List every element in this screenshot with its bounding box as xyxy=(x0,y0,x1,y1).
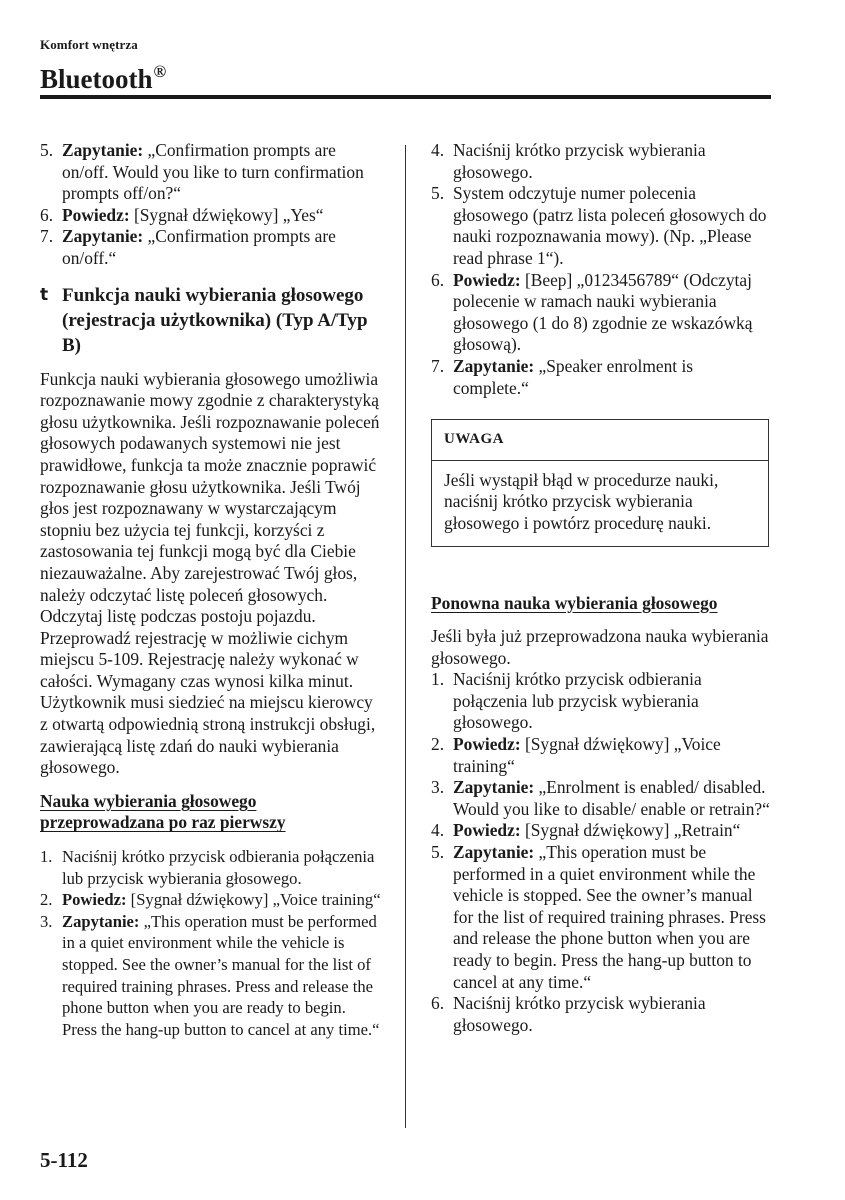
step-text: [Sygnał dźwiękowy] „Retrain“ xyxy=(520,820,741,841)
step-label: Zapytanie: xyxy=(453,842,535,863)
step-number: 5. xyxy=(431,842,445,863)
step-item xyxy=(40,226,382,269)
step-number: 7. xyxy=(431,355,445,376)
intro-paragraph: Funkcja nauki wybierania głosowego umożliwia rozpoznawanie mowy zgodnie z charakterystyką głosu użytkownika. Jeśli rozpoznawanie poleceń głosowych podawanych systemowi nie jest prawidłowe, funkcja ta może znacznie poprawić rozpoznawanie głosu użytkownika. Jeśli Twój głos jest rozpoznawany w wystarczającym stopniu bez użycia tej funkcji, korzyści z zastosowania tej funkcji mogą być dla Ciebie niezauważalne. Aby zarejestrować Twój głos, należy odczytać listę poleceń głosowych. Odczytaj listę podczas postoju pojazdu. Przeprowadź rejestrację w możliwie cichym miejscu 5-109. Rejestrację należy wykonać w całości. Wymagany czas wynosi kilka minut. Użytkownik musi siedzieć na miejscu kierowcy z otwartą odpowiednią stroną instrukcji obsługi, zawierającą listę zdań do nauki wybierania głosowego. xyxy=(40,368,380,778)
section-bullet: t xyxy=(40,284,49,305)
step-item xyxy=(40,205,382,227)
right-column xyxy=(431,140,771,1036)
step-item xyxy=(431,777,771,820)
step-item xyxy=(431,270,771,356)
step-text: [Beep] „0123456789“ (Odczytaj polecenie w ramach nauki wybierania głosowego (1 do 8) zgodnie ze wskazówką głosową). xyxy=(453,269,753,355)
subheading-line: przeprowadzana po raz pierwszy xyxy=(40,812,286,833)
step-text: „Confirmation prompts are on/off.“ xyxy=(62,226,336,268)
step-number: 6. xyxy=(431,993,445,1014)
step-number: 5. xyxy=(431,183,445,204)
steps-list-first-training xyxy=(40,846,382,1040)
first-training-subheading xyxy=(40,791,382,834)
step-item xyxy=(431,820,771,842)
step-number: 6. xyxy=(431,269,445,290)
step-text: Naciśnij krótko przycisk odbierania połączenia lub przycisk wybierania głosowego. xyxy=(62,847,375,888)
step-label: Zapytanie: xyxy=(453,355,535,376)
step-item xyxy=(431,356,771,399)
step-item xyxy=(431,842,771,993)
step-text: [Sygnał dźwiękowy] „Yes“ xyxy=(129,204,324,225)
step-text: System odczytuje numer polecenia głosowego (patrz lista poleceń głosowych do nauki rozpoznawania mowy). (Np. „Please read phrase 1“). xyxy=(453,183,767,268)
title-rule xyxy=(40,95,771,99)
note-title: UWAGA xyxy=(432,420,768,461)
page-title-text: Bluetooth xyxy=(40,64,153,94)
step-number: 3. xyxy=(431,777,445,798)
step-text: „This operation must be performed in a quiet environment while the vehicle is stopped. See the owner’s manual for the list of required training phrases. Press and release the phone button when you are ready to begin. Press the hang-up button to cancel at any time.“ xyxy=(62,911,380,1039)
subheading-line: Nauka wybierania głosowego xyxy=(40,790,257,811)
step-text: „Enrolment is enabled/ disabled. Would you like to disable/ enable or retrain?“ xyxy=(453,777,770,819)
step-number: 7. xyxy=(40,226,54,247)
step-text: [Sygnał dźwiękowy] „Voice training“ xyxy=(126,890,381,910)
step-item xyxy=(431,140,771,183)
step-item xyxy=(40,911,382,1041)
step-item xyxy=(40,846,382,889)
step-text: Naciśnij krótko przycisk odbierania połączenia lub przycisk wybierania głosowego. xyxy=(453,669,702,733)
note-box xyxy=(431,419,769,546)
step-label: Powiedz: xyxy=(453,734,521,755)
step-label: Zapytanie: xyxy=(62,911,140,931)
page-number: 5-112 xyxy=(40,1148,88,1172)
retraining-intro: Jeśli była już przeprowadzona nauka wybierania głosowego. xyxy=(431,626,769,668)
steps-list-retraining xyxy=(431,669,771,1036)
column-divider xyxy=(405,145,406,1128)
step-item xyxy=(431,669,771,734)
step-label: Powiedz: xyxy=(453,269,521,290)
step-number: 5. xyxy=(40,140,54,160)
section-label: Komfort wnętrza xyxy=(40,37,138,52)
step-item xyxy=(40,889,382,911)
step-label: Zapytanie: xyxy=(62,226,144,247)
step-item xyxy=(40,140,382,205)
steps-list-training xyxy=(431,140,771,399)
step-text: „This operation must be performed in a quiet environment while the vehicle is stopped. See the owner’s manual for the list of required training phrases. Press and release the phone button when you are ready to begin. Press the hang-up button to cancel at any time.“ xyxy=(453,842,766,992)
step-number: 4. xyxy=(431,140,445,160)
step-text: Naciśnij krótko przycisk wybierania głosowego. xyxy=(453,993,706,1035)
step-text: Naciśnij krótko przycisk wybierania głosowego. xyxy=(453,140,706,182)
registered-mark: ® xyxy=(153,62,167,81)
section-heading xyxy=(40,283,382,358)
step-item xyxy=(431,993,771,1036)
step-label: Zapytanie: xyxy=(62,140,144,160)
note-text: Jeśli wystąpił błąd w procedurze nauki, naciśnij krótko przycisk wybierania głosowego i powtórz procedurę nauki. xyxy=(444,469,719,533)
step-label: Zapytanie: xyxy=(453,777,535,798)
retraining-subheading: Ponowna nauka wybierania głosowego xyxy=(431,592,718,613)
step-number: 1. xyxy=(431,669,445,690)
page-title xyxy=(40,55,166,96)
step-label: Powiedz: xyxy=(62,890,127,910)
step-number: 3. xyxy=(40,911,53,931)
step-number: 4. xyxy=(431,820,445,841)
section-heading-text: Funkcja nauki wybierania głosowego (rejestracja użytkownika) (Typ A/Typ B) xyxy=(62,284,368,356)
step-item xyxy=(431,183,771,269)
step-label: Powiedz: xyxy=(62,204,130,225)
step-number: 1. xyxy=(40,847,53,867)
step-text: [Sygnał dźwiękowy] „Voice training“ xyxy=(453,734,721,776)
left-column xyxy=(40,140,382,1040)
step-text: „Speaker enrolment is complete.“ xyxy=(453,355,694,398)
step-item xyxy=(431,734,771,777)
step-number: 2. xyxy=(431,734,445,755)
step-text: „Confirmation prompts are on/off. Would you like to turn confirmation prompts off/on?“ xyxy=(62,140,364,204)
step-label: Powiedz: xyxy=(453,820,521,841)
steps-list-confirmation xyxy=(40,140,382,270)
step-number: 6. xyxy=(40,204,54,225)
step-number: 2. xyxy=(40,890,53,910)
